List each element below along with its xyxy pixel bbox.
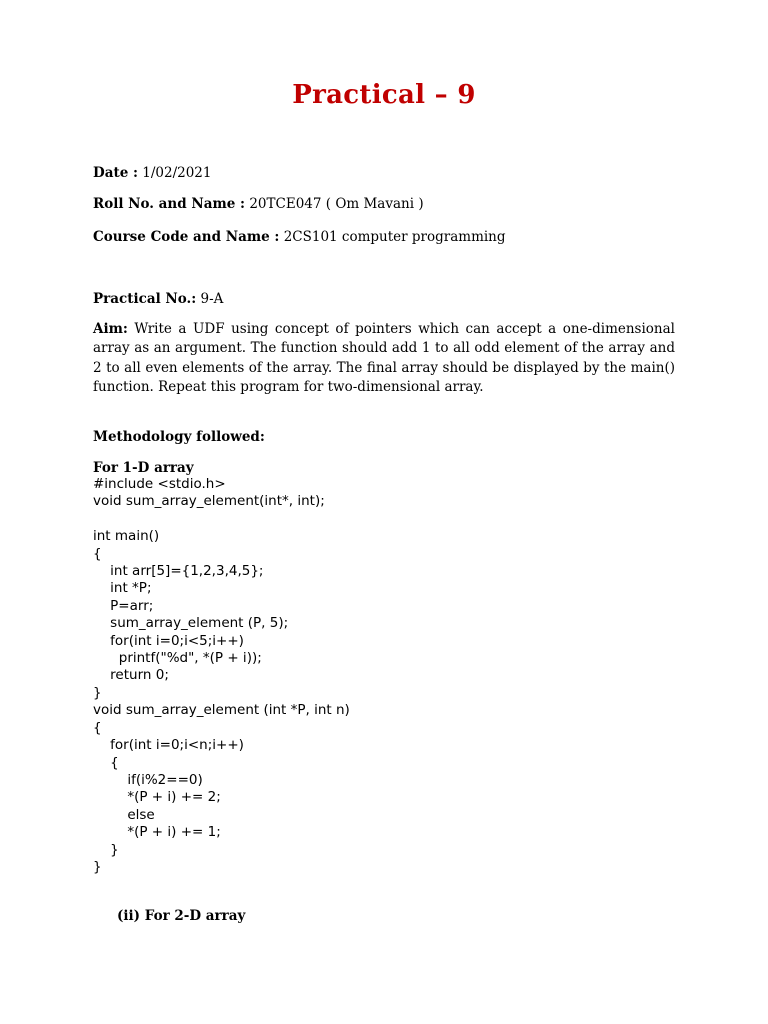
- practical-no-value: 9-A: [200, 291, 224, 307]
- date-line: [93, 165, 212, 181]
- code-line: *(P + i) += 1;: [93, 824, 221, 841]
- code-line: }: [93, 684, 102, 701]
- methodology-heading: [93, 429, 265, 445]
- code-line: printf("%d", *(P + i));: [93, 650, 262, 667]
- code-line: }: [93, 841, 119, 858]
- course-line: [93, 229, 506, 245]
- code-line: }: [93, 858, 102, 875]
- code-line: if(i%2==0): [93, 771, 203, 788]
- code-line: for(int i=0;i<5;i++): [93, 632, 244, 649]
- section-1d-label: For 1-D array: [93, 460, 194, 476]
- date-value: 1/02/2021: [142, 165, 212, 181]
- aim-text: Write a UDF using concept of pointers which can accept a one-dimensional array as an argument. The function should add 1 to all odd element of the array and 2 to all even elements of the array. The final array should be displayed by the main() function. Repeat this program for two-dimensional array.: [93, 321, 675, 395]
- code-line: for(int i=0;i<n;i++): [93, 737, 244, 754]
- code-line: {: [93, 545, 102, 562]
- code-line: {: [93, 719, 102, 736]
- section-1d-heading: [93, 460, 194, 476]
- page-title: Practical – 9: [292, 80, 476, 110]
- code-line: #include <stdio.h>: [93, 476, 226, 492]
- section-2d-heading: (ii) For 2-D array: [117, 908, 246, 924]
- code-line: int *P;: [93, 580, 152, 597]
- code-line: sum_array_element (P, 5);: [93, 615, 289, 632]
- code-line: int arr[5]={1,2,3,4,5};: [93, 563, 264, 580]
- date-label: Date :: [93, 165, 138, 181]
- code-line: {: [93, 754, 119, 771]
- code-line: int main(): [93, 528, 160, 545]
- course-value: 2CS101 computer programming: [283, 229, 506, 245]
- course-label: Course Code and Name :: [93, 229, 280, 245]
- roll-label: Roll No. and Name :: [93, 196, 246, 212]
- code-line: return 0;: [93, 667, 169, 684]
- code-line: P=arr;: [93, 597, 154, 614]
- roll-line: [93, 196, 424, 212]
- code-line: *(P + i) += 2;: [93, 789, 221, 806]
- aim-paragraph: [93, 320, 675, 397]
- practical-no-line: [93, 291, 223, 307]
- code-line: void sum_array_element (int *P, int n): [93, 702, 350, 719]
- code-line: else: [93, 806, 155, 823]
- aim-label: Aim:: [93, 321, 128, 337]
- methodology-label: Methodology followed:: [93, 429, 265, 445]
- code-line: void sum_array_element(int*, int);: [93, 493, 325, 510]
- code-block-1d: [93, 476, 350, 876]
- practical-no-label: Practical No.:: [93, 291, 197, 307]
- code-line: [93, 511, 350, 528]
- roll-value: 20TCE047 ( Om Mavani ): [249, 196, 424, 212]
